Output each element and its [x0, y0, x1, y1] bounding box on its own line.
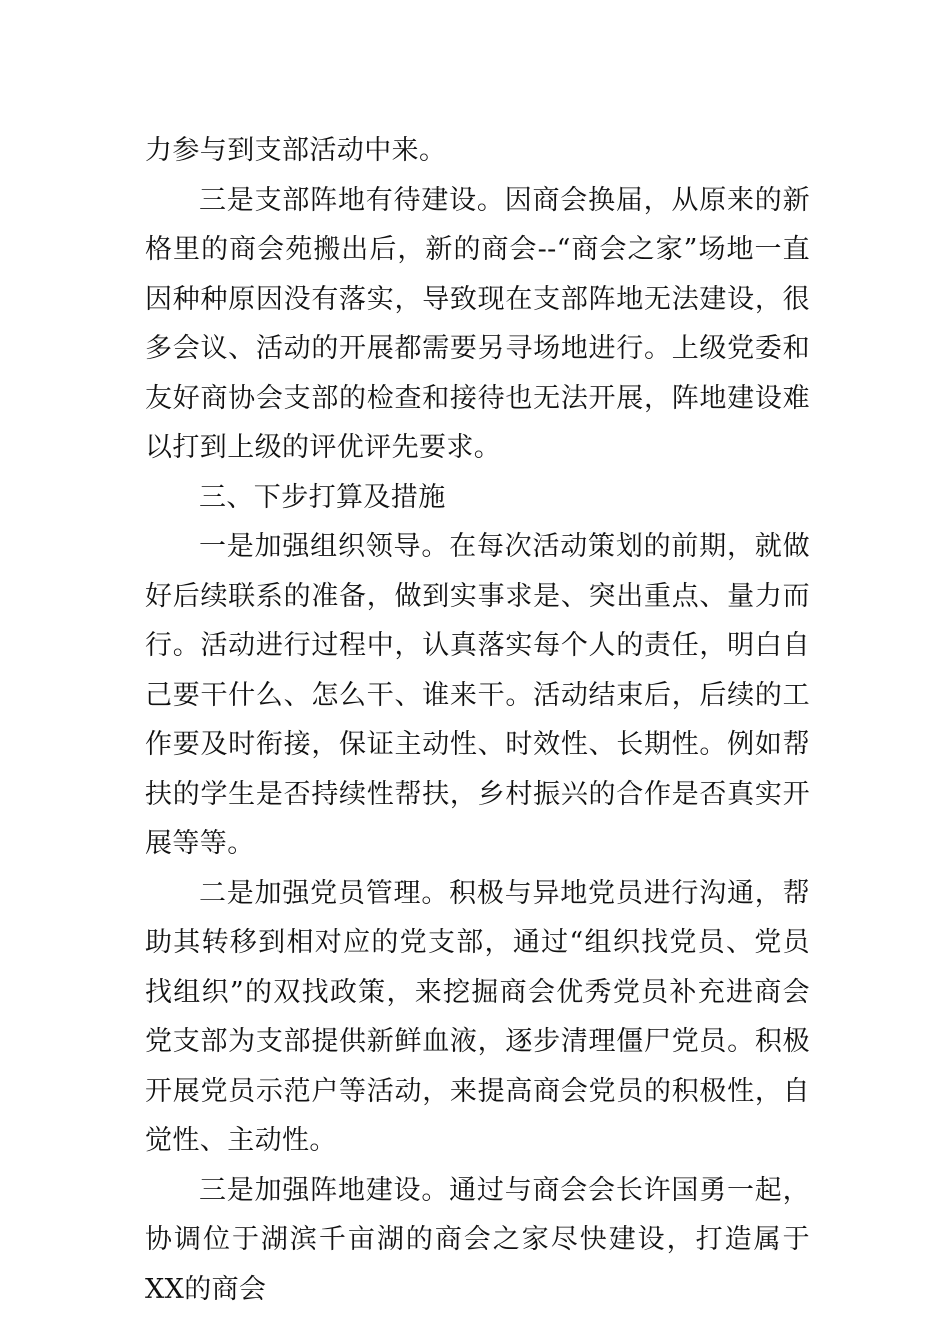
- paragraph-organization-leadership: 一是加强组织领导。在每次活动策划的前期，就做好后续联系的准备，做到实事求是、突出重点、量力而行。活动进行过程中，认真落实每个人的责任，明白自己要干什么、怎么干、谁来干。活动结束后，后续的工作要及时衔接，保证主动性、时效性、长期性。例如帮扶的学生是否持续性帮扶，乡村振兴的合作是否真实开展等等。: [145, 531, 810, 859]
- paragraph-base-construction-issue: 三是支部阵地有待建设。因商会换届，从原来的新格里的商会苑搬出后，新的商会--“商会之家”场地一直因种种原因没有落实，导致现在支部阵地无法建设，很多会议、活动的开展都需要另寻场地进行。上级党委和友好商协会支部的检查和接待也无法开展，阵地建设难以打到上级的评优评先要求。: [145, 184, 810, 463]
- document-body: [145, 126, 810, 1314]
- paragraph-continuation: 力参与到支部活动中来。: [145, 135, 447, 166]
- paragraph-member-management: 二是加强党员管理。积极与异地党员进行沟通，帮助其转移到相对应的党支部，通过“组织找党员、党员找组织”的双找政策，来挖掘商会优秀党员补充进商会党支部为支部提供新鲜血液，逐步清理僵尸党员。积极开展党员示范户等活动，来提高商会党员的积极性，自觉性、主动性。: [145, 877, 810, 1156]
- section-heading-next-steps: 三、下步打算及措施: [199, 481, 446, 513]
- paragraph-base-construction-plan: 三是加强阵地建设。通过与商会会长许国勇一起，协调位于湖滨千亩湖的商会之家尽快建设，打造属于XX的商会: [145, 1174, 810, 1305]
